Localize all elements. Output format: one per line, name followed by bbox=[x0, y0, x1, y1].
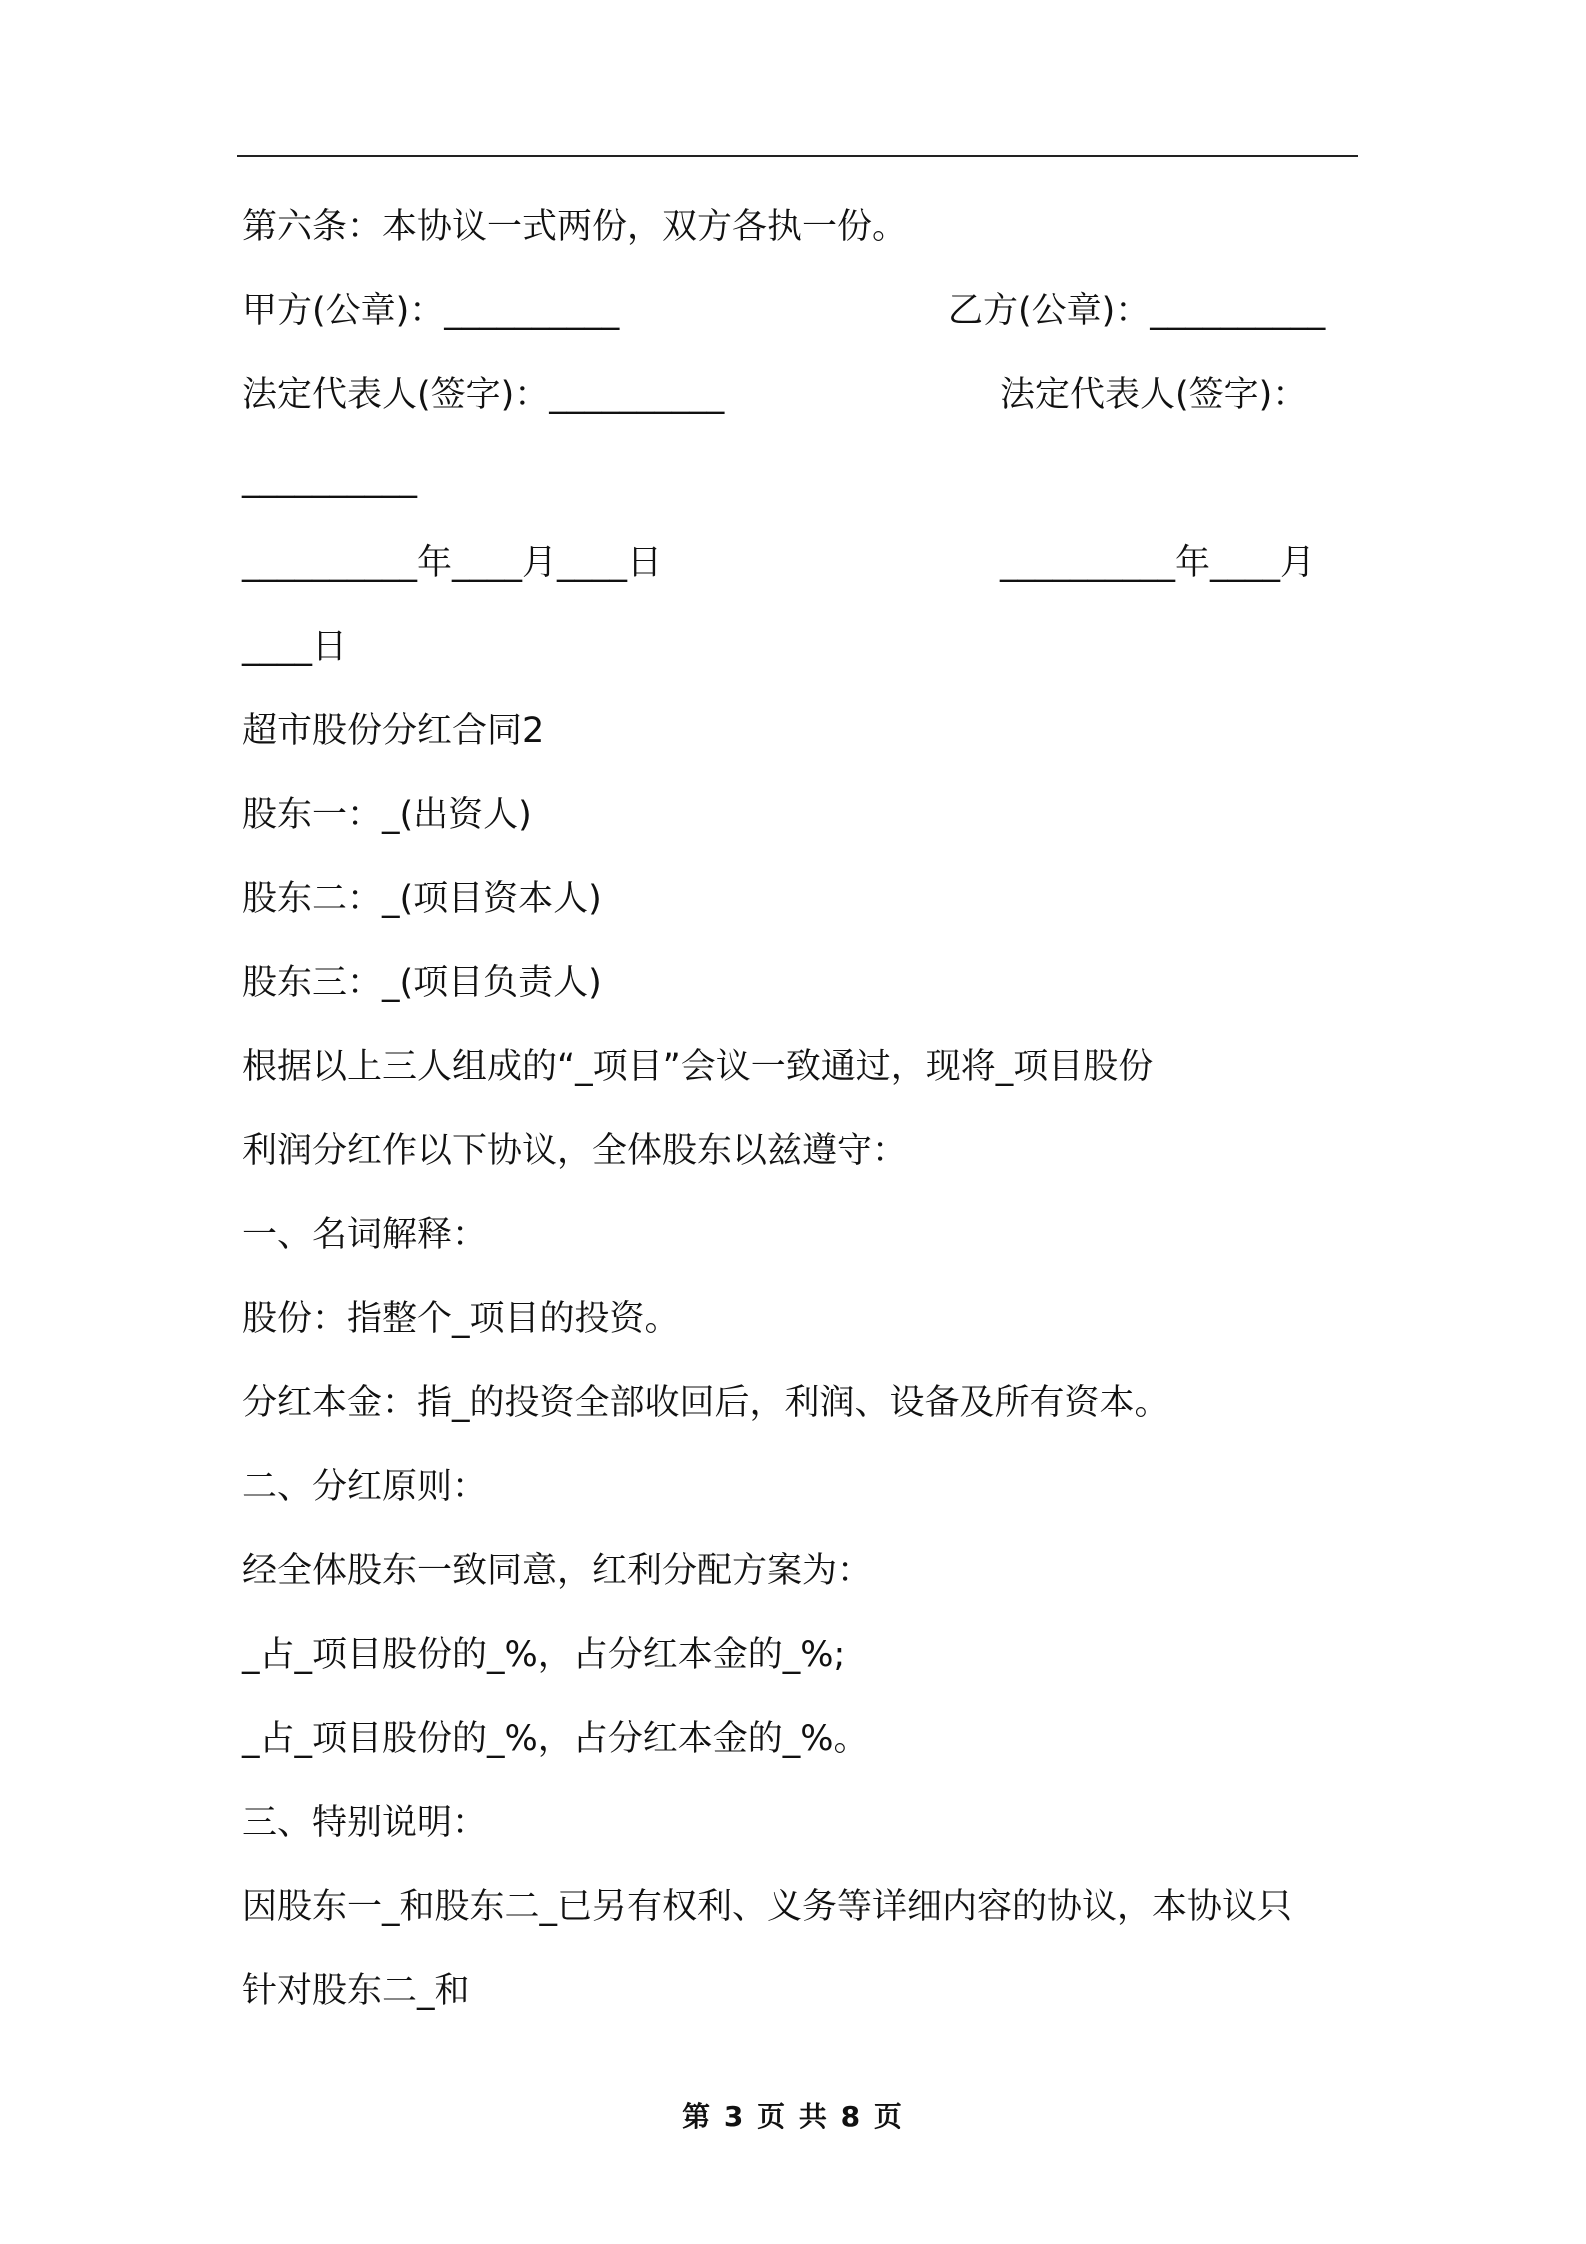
rep-b-signature: 法定代表人(签字)： bbox=[1000, 375, 1308, 415]
contract-title: 超市股份分红合同2 bbox=[242, 711, 545, 751]
shareholder-3: 股东三：_(项目负责人) bbox=[242, 963, 602, 1003]
dividend-plan-intro: 经全体股东一致同意，红利分配方案为： bbox=[242, 1551, 873, 1591]
page-number-footer: 第 3 页 共 8 页 bbox=[682, 2100, 904, 2133]
party-a-seal: 甲方(公章)：__________ bbox=[242, 291, 620, 331]
dividend-plan-2: _占_项目股份的_%，占分红本金的_%。 bbox=[242, 1719, 869, 1759]
section-3-heading: 三、特别说明： bbox=[242, 1803, 488, 1843]
shareholder-2: 股东二：_(项目资本人) bbox=[242, 879, 602, 919]
article-6: 第六条：本协议一式两份，双方各执一份。 bbox=[242, 207, 908, 247]
intro-line-2: 利润分红作以下协议，全体股东以兹遵守： bbox=[242, 1131, 908, 1171]
date-a: __________年____月____日 bbox=[242, 543, 663, 583]
header-rule bbox=[237, 155, 1358, 157]
special-note-line-1: 因股东一_和股东二_已另有权利、义务等详细内容的协议，本协议只 bbox=[242, 1887, 1293, 1927]
party-b-seal: 乙方(公章)：__________ bbox=[948, 291, 1326, 331]
rep-b-signature-blank: __________ bbox=[242, 459, 417, 499]
section-2-heading: 二、分红原则： bbox=[242, 1467, 488, 1507]
dividend-plan-1: _占_项目股份的_%，占分红本金的_%; bbox=[242, 1635, 846, 1675]
definition-shares: 股份：指整个_项目的投资。 bbox=[242, 1299, 680, 1339]
intro-line-1: 根据以上三人组成的“_项目”会议一致通过，现将_项目股份 bbox=[242, 1047, 1154, 1087]
shareholder-1: 股东一：_(出资人) bbox=[242, 795, 532, 835]
date-b-day: ____日 bbox=[242, 627, 348, 667]
section-1-heading: 一、名词解释： bbox=[242, 1215, 488, 1255]
definition-principal: 分红本金：指_的投资全部收回后，利润、设备及所有资本。 bbox=[242, 1383, 1170, 1423]
rep-a-signature: 法定代表人(签字)：__________ bbox=[242, 375, 725, 415]
special-note-line-2: 针对股东二_和 bbox=[242, 1971, 470, 2011]
date-b: __________年____月 bbox=[1000, 543, 1316, 583]
